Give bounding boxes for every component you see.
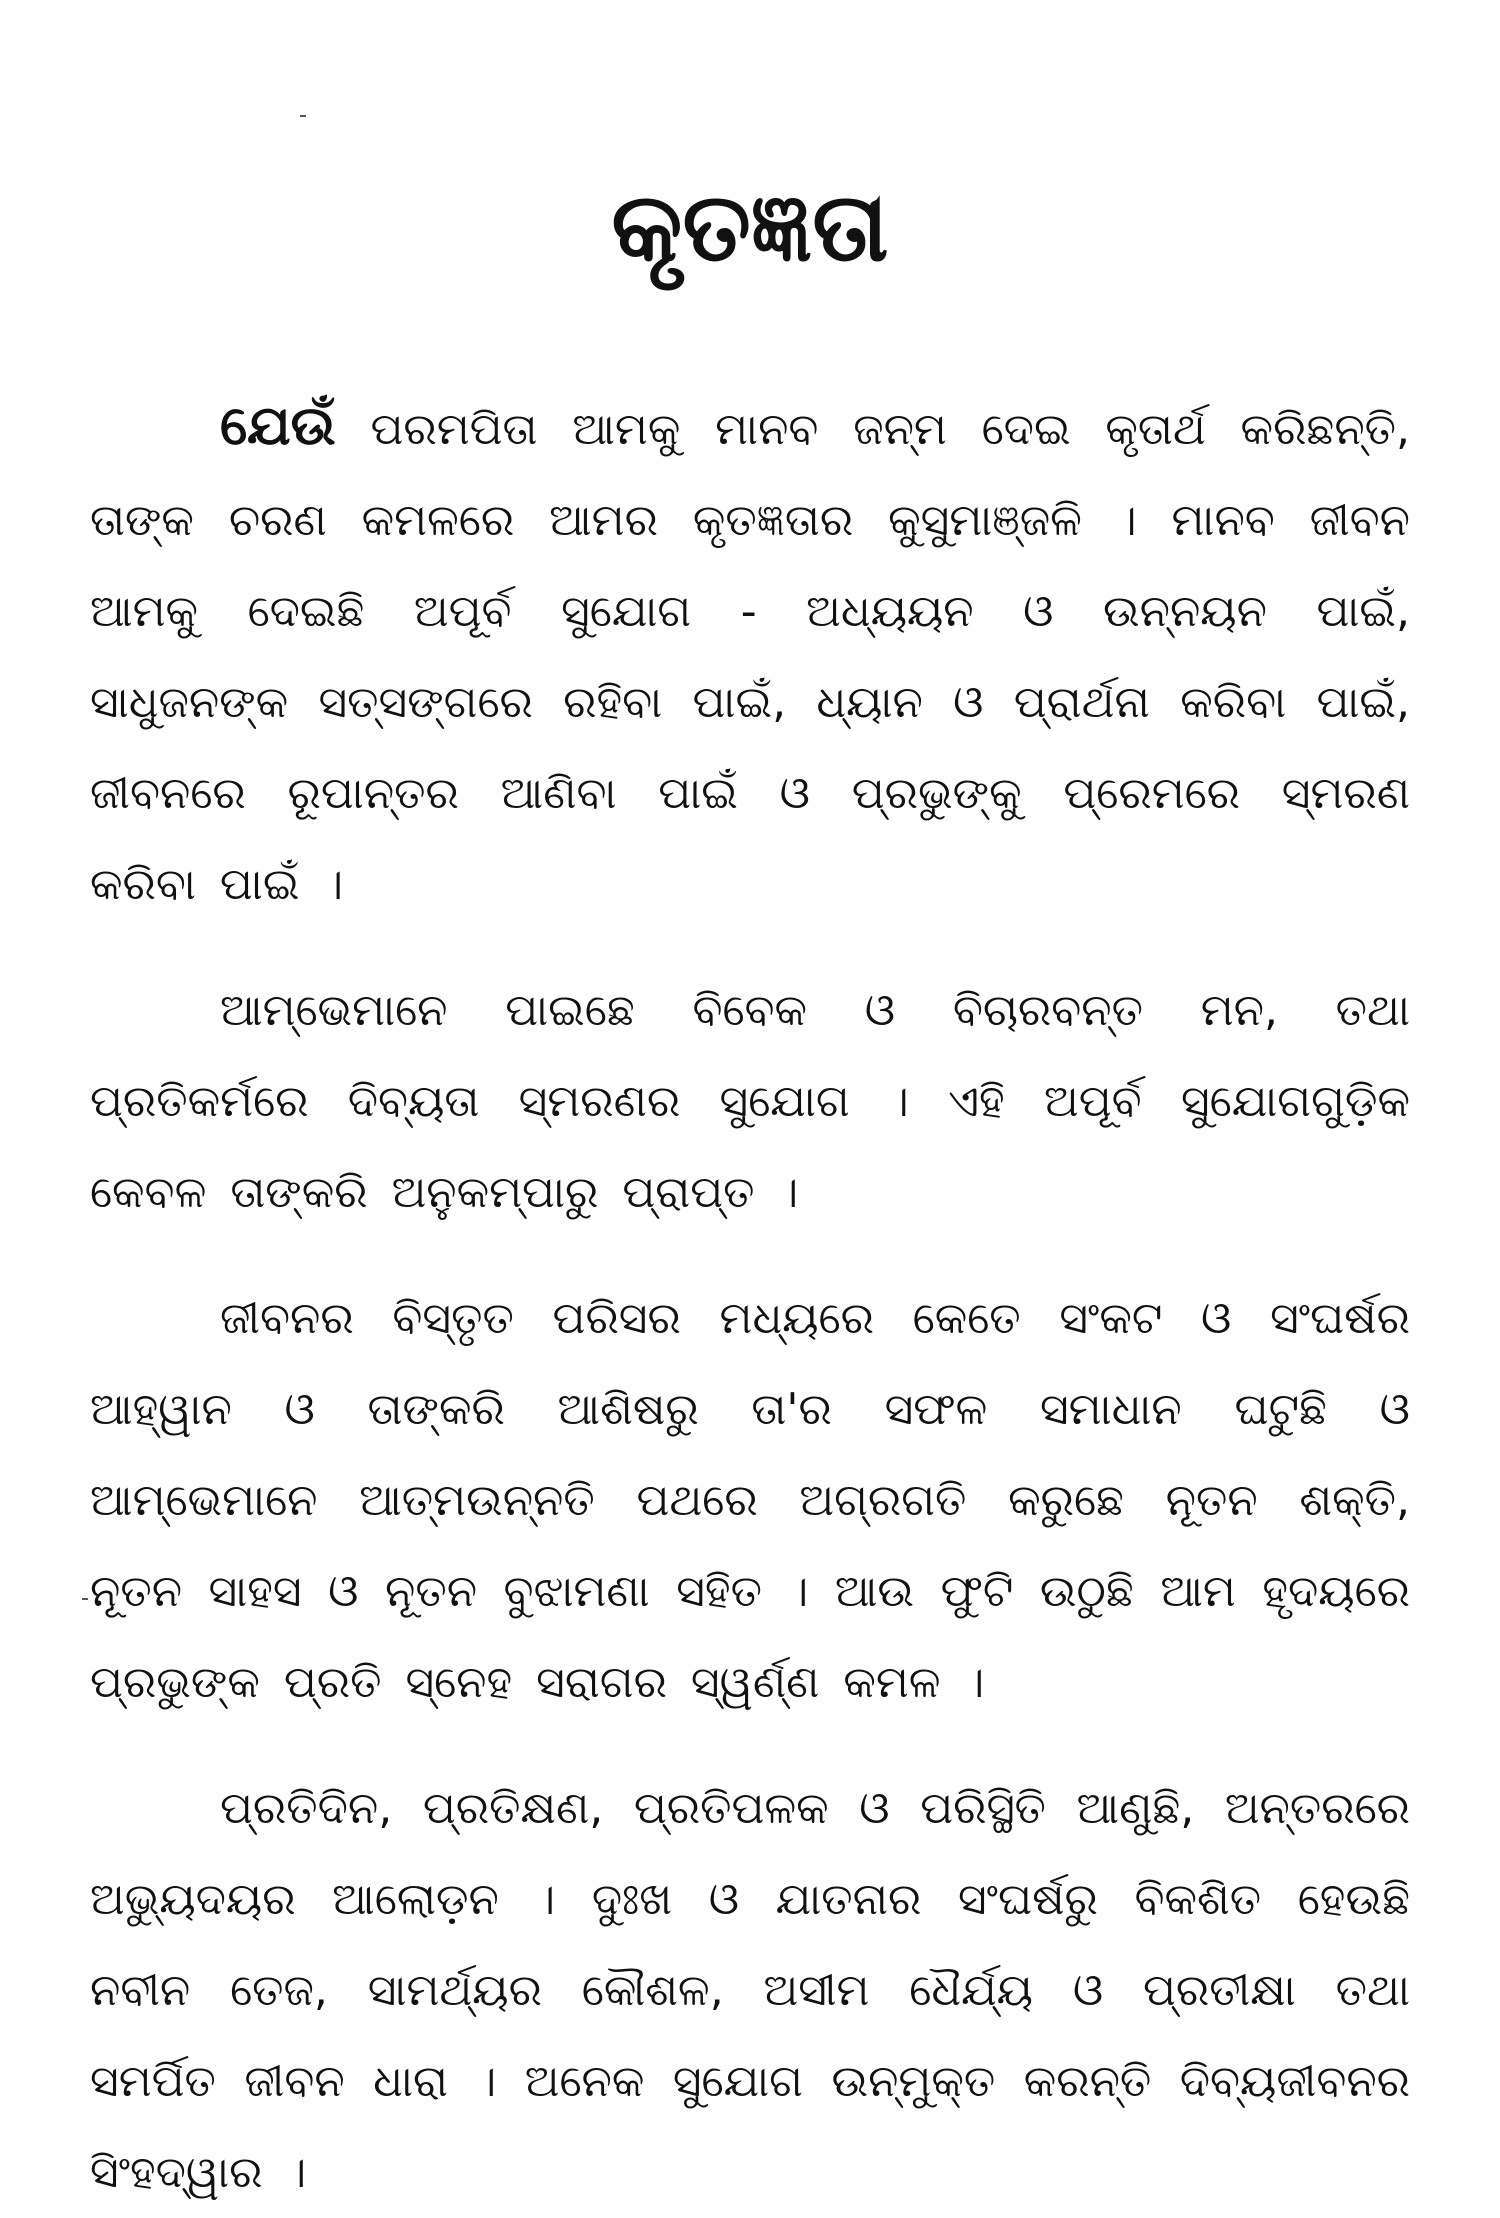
scan-speck — [300, 115, 306, 117]
scan-speck — [82, 1598, 88, 1600]
paragraph-1 — [90, 380, 1410, 930]
paragraph-lead-word: ଯେଉଁ — [220, 394, 336, 458]
page-title: କୃତଜ୍ଞତା — [611, 171, 889, 283]
paragraph-4: ପ୍ରତିଦିନ, ପ୍ରତିକ୍ଷଣ, ପ୍ରତିପଳକ ଓ ପରିସ୍ଥିତି ଆଣୁଛି, ଅନ୍ତରରେ ଅଭ୍ୟୁଦୟର ଆଲୋଡ଼ନ । ଦୁଃଖ ଓ ଯାତନାର ସଂଘର୍ଷରୁ ବିକଶିତ ହେଉଛି ନବୀନ ତେଜ, ସାମର୍ଥ୍ୟର କୌଶଳ, ଅସୀମ ଧୈର୍ଯ୍ୟ ଓ ପ୍ରତୀକ୍ଷା ତଥା ସମର୍ପିତ ଜୀବନ ଧାରା । ଅନେକ ସୁଯୋଗ ଉନ୍ମୁକ୍ତ କରନ୍ତି ଦିବ୍ୟଜୀବନର ସିଂହଦ୍ୱାର । — [90, 1783, 1410, 2199]
paragraph-2: ଆମ୍ଭେମାନେ ପାଇଛେ ବିବେକ ଓ ବିଚାରବନ୍ତ ମନ, ତଥା ପ୍ରତିକର୍ମରେ ଦିବ୍ୟତା ସ୍ମରଣର ସୁଯୋଗ । ଏହି ଅପୂର୍ବ ସୁଯୋଗଗୁଡ଼ିକ କେବଳ ତାଙ୍କରି ଅନୁକମ୍ପାରୁ ପ୍ରାପ୍ତ । — [90, 985, 1410, 1219]
paragraph-3: ଜୀବନର ବିସ୍ତୃତ ପରିସର ମଧ୍ୟରେ କେତେ ସଂକଟ ଓ ସଂଘର୍ଷର ଆହ୍ୱାନ ଓ ତାଙ୍କରି ଆଶିଷରୁ ତା'ର ସଫଳ ସମାଧାନ ଘଟୁଛି ଓ ଆମ୍ଭେମାନେ ଆତ୍ମଉନ୍ନତି ପଥରେ ଅଗ୍ରଗତି କରୁଛେ ନୂତନ ଶକ୍ତି, ନୂତନ ସାହସ ଓ ନୂତନ ବୁଝାମଣା ସହିତ । ଆଉ ଫୁଟି ଉଠୁଛି ଆମ ହୃଦୟରେ ପ୍ରଭୁଙ୍କ ପ୍ରତି ସ୍ନେହ ସରାଗର ସ୍ୱର୍ଣ୍ଣ କମଳ । — [90, 1293, 1410, 1709]
paragraph-1-text: ପରମପିତା ଆମକୁ ମାନବ ଜନ୍ମ ଦେଇ କୃତାର୍ଥ କରିଛନ୍ତି, ତାଙ୍କ ଚରଣ କମଳରେ ଆମର କୃତଜ୍ଞତାର କୁସୁମାଞ୍ଜଳି । ମାନବ ଜୀବନ ଆମକୁ ଦେଇଛି ଅପୂର୍ବ ସୁଯୋଗ - ଅଧ୍ୟୟନ ଓ ଉନ୍ନୟନ ପାଇଁ, ସାଧୁଜନଙ୍କ ସତ୍‌ସଙ୍ଗରେ ରହିବା ପାଇଁ, ଧ୍ୟାନ ଓ ପ୍ରାର୍ଥନା କରିବା ପାଇଁ, ଜୀବନରେ ରୂପାନ୍ତର ଆଣିବା ପାଇଁ ଓ ପ୍ରଭୁଙ୍କୁ ପ୍ରେମରେ ସ୍ମରଣ କରିବା ପାଇଁ । — [90, 404, 1410, 911]
